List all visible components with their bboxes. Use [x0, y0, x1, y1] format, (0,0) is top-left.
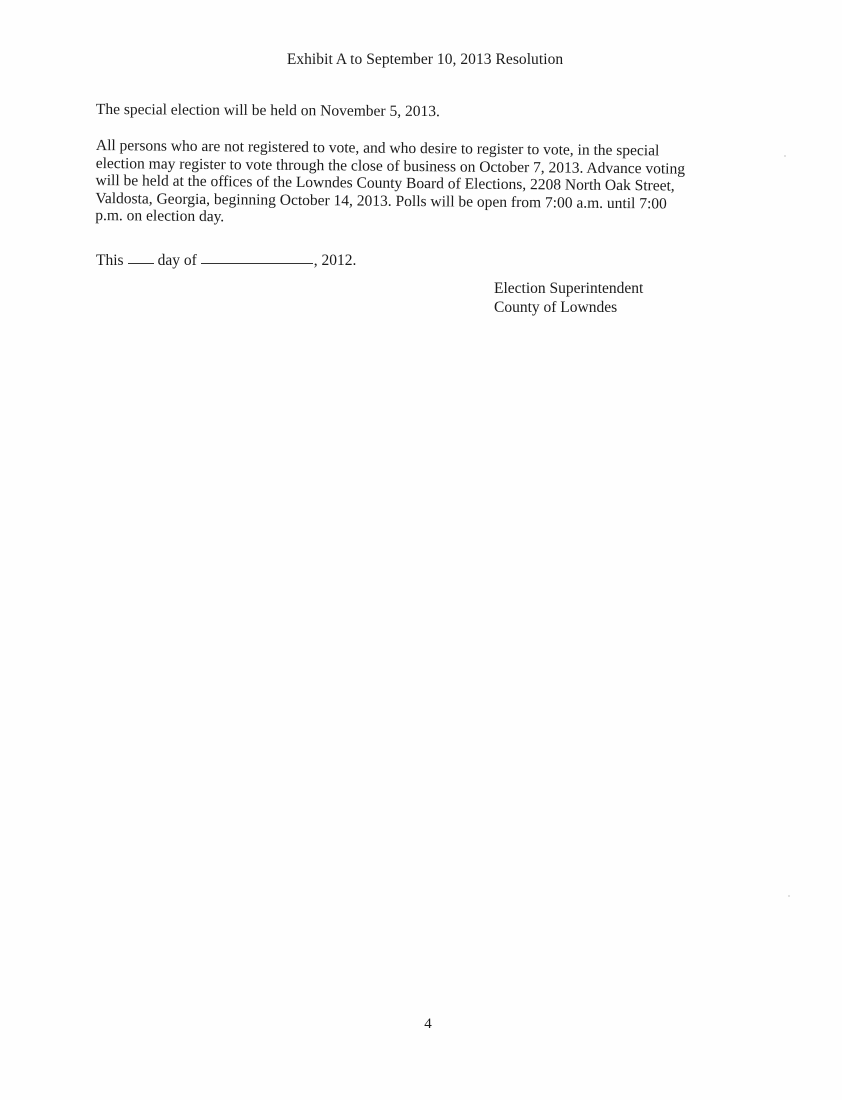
paragraph-line: election may register to vote through the close of business on October 7, 2013. Advance voting	[95, 154, 686, 178]
paragraph-line: All persons who are not registered to vote, and who desire to register to vote, in the special	[95, 137, 660, 160]
paragraph-line: p.m. on election day.	[95, 206, 225, 226]
month-blank	[201, 262, 313, 264]
registration-paragraph	[95, 137, 756, 231]
scan-speck	[784, 155, 786, 157]
document-title: Exhibit A to September 10, 2013 Resolution	[286, 51, 564, 68]
scan-speck	[788, 895, 790, 897]
date-line-middle: day of	[157, 252, 197, 269]
day-blank	[128, 262, 154, 264]
election-date-paragraph: The special election will be held on November 5, 2013.	[95, 101, 440, 121]
page-number: 4	[424, 1016, 432, 1032]
signature-title: Election Superintendent	[494, 280, 644, 297]
date-line	[96, 252, 356, 270]
date-line-suffix: , 2012.	[313, 252, 357, 269]
paragraph-line: Valdosta, Georgia, beginning October 14, 2013. Polls will be open from 7:00 a.m. until 7:00	[95, 189, 667, 212]
signature-block	[494, 279, 643, 317]
date-line-prefix: This	[96, 252, 124, 269]
signature-org: County of Lowndes	[494, 299, 618, 316]
paragraph-line: will be held at the offices of the Lowndes County Board of Elections, 2208 North Oak Street,	[95, 171, 675, 195]
